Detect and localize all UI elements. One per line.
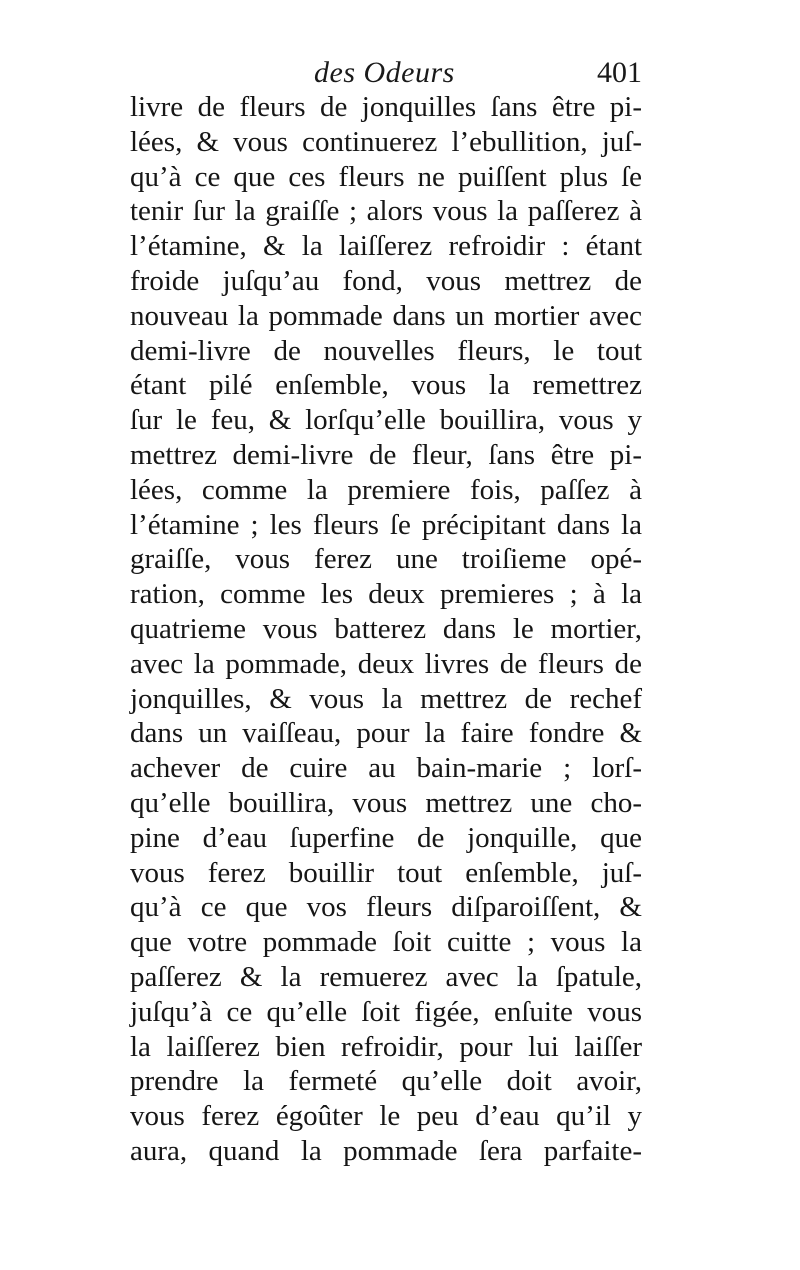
text-line: graiſſe, vous ferez une troiſieme opé- [130,543,642,576]
text-line: ration, comme les deux premieres ; à la [130,578,642,611]
text-line: achever de cuire au bain-marie ; lorſ- [130,752,642,785]
text-line: livre de fleurs de jonquilles ſans être pi- [130,91,642,123]
text-line: nouveau la pommade dans un mortier avec [130,299,642,332]
text-line: qu’à ce que vos fleurs diſparoiſſent, & [130,891,642,924]
body-text [130,90,642,1169]
text-line: avec la pommade, deux livres de fleurs de [130,647,642,680]
text-line: l’étamine, & la laiſſerez refroidir : étant [130,230,642,263]
text-line: lées, comme la premiere fois, paſſez à [130,473,642,506]
text-line: demi-livre de nouvelles fleurs, le tout [130,334,642,367]
text-line: ſur le feu, & lorſqu’elle bouillira, vous y [130,404,642,437]
text-line: quatrieme vous batterez dans le mortier, [130,612,642,645]
text-line: que votre pommade ſoit cuitte ; vous la [130,926,642,959]
text-line: l’étamine ; les fleurs ſe précipitant dans la [130,508,642,541]
text-line: vous ferez bouillir tout enſemble, juſ- [130,856,642,889]
text-line: froide juſqu’au fond, vous mettrez de [130,264,642,297]
text-line: étant pilé enſemble, vous la remettrez [130,369,642,402]
text-line: pine d’eau ſuperfine de jonquille, que [130,821,642,854]
page-number: 401 [597,56,642,89]
text-line: la laiſſerez bien refroidir, pour lui laiſſer [130,1030,642,1063]
text-line: mettrez demi-livre de fleur, ſans être pi- [130,438,642,471]
text-line: vous ferez égoûter le peu d’eau qu’il y [130,1100,642,1133]
text-line: lées, & vous continuerez l’ebullition, juſ- [130,125,642,158]
text-line: paſſerez & la remuerez avec la ſpatule, [130,960,642,993]
text-line: aura, quand la pommade ſera parfaite- [130,1134,642,1167]
running-title: des Odeurs [314,56,455,89]
text-line: tenir ſur la graiſſe ; alors vous la paſſerez à [130,195,642,228]
text-line: qu’à ce que ces fleurs ne puiſſent plus ſe [130,160,642,193]
text-line: juſqu’à ce qu’elle ſoit figée, enſuite vous [130,995,642,1028]
text-line: dans un vaiſſeau, pour la faire fondre & [130,717,642,750]
text-line: prendre la fermeté qu’elle doit avoir, [130,1065,642,1098]
text-line: jonquilles, & vous la mettrez de rechef [130,682,642,715]
text-line: qu’elle bouillira, vous mettrez une cho- [130,786,642,819]
